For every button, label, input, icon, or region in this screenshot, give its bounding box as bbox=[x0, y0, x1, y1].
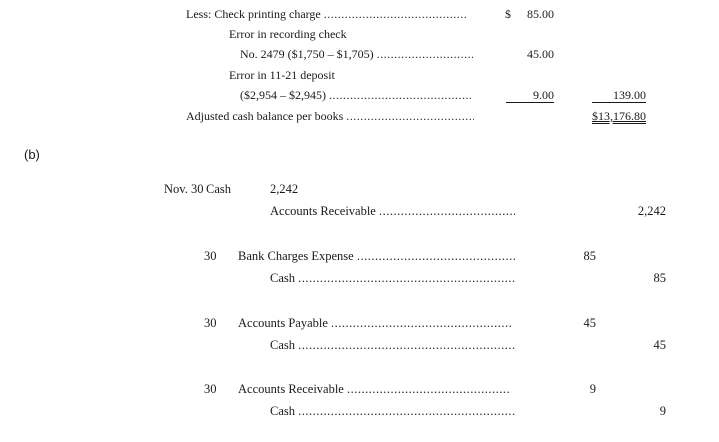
entry-1-credit-account: Accounts Receivable bbox=[270, 204, 376, 218]
entry-1-date: Nov. 30 bbox=[164, 182, 204, 196]
entry-1-debit-amount: 2,242 bbox=[270, 182, 299, 196]
leader-dots bbox=[329, 88, 471, 102]
entry-1-debit-account: Cash bbox=[206, 182, 231, 196]
entry-2-credit-line bbox=[270, 271, 516, 285]
leader-dots bbox=[298, 271, 516, 285]
check-printing-label: Check printing charge bbox=[214, 7, 321, 21]
entry-4-debit-amount: 9 bbox=[589, 382, 596, 396]
error-check-amount: 45.00 bbox=[527, 47, 554, 61]
entry-4-credit-amount: 9 bbox=[659, 404, 666, 418]
entry-2-debit-account: Bank Charges Expense bbox=[238, 249, 354, 263]
entry-3-credit-amount: 45 bbox=[653, 338, 666, 352]
deductions-total: 139.00 bbox=[592, 88, 646, 103]
error-check-label-2: No. 2479 ($1,750 – $1,705) bbox=[240, 47, 374, 61]
leader-dots bbox=[346, 109, 474, 123]
entry-3-debit-account: Accounts Payable bbox=[238, 316, 328, 330]
leader-dots bbox=[298, 404, 516, 418]
error-check-label-1: Error in recording check bbox=[229, 27, 347, 41]
entry-2-debit-line bbox=[238, 249, 515, 263]
error-deposit-line bbox=[240, 88, 471, 102]
error-check-line bbox=[240, 47, 473, 61]
entry-3-debit-line bbox=[238, 316, 513, 330]
leader-dots bbox=[379, 204, 515, 218]
entry-3-date: 30 bbox=[204, 316, 217, 330]
entry-4-debit-line bbox=[238, 382, 511, 396]
leader-dots bbox=[331, 316, 513, 330]
check-printing-line bbox=[186, 7, 468, 21]
entry-3-credit-line bbox=[270, 338, 516, 352]
dollar-sign: $ bbox=[505, 7, 511, 21]
leader-dots bbox=[347, 382, 511, 396]
entry-2-credit-amount: 85 bbox=[653, 271, 666, 285]
adjusted-balance-label: Adjusted cash balance per books bbox=[186, 109, 344, 123]
entry-4-credit-line bbox=[270, 404, 516, 418]
entry-4-credit-account: Cash bbox=[270, 404, 295, 418]
less-label: Less: bbox=[186, 7, 212, 21]
entry-4-debit-account: Accounts Receivable bbox=[238, 382, 344, 396]
entry-4-date: 30 bbox=[204, 382, 217, 396]
check-printing-amount: 85.00 bbox=[527, 7, 554, 21]
entry-2-date: 30 bbox=[204, 249, 217, 263]
error-deposit-label-1: Error in 11-21 deposit bbox=[229, 68, 335, 82]
entry-3-debit-amount: 45 bbox=[583, 316, 596, 330]
error-deposit-amount: 9.00 bbox=[506, 88, 554, 103]
leader-dots bbox=[357, 249, 515, 263]
adjusted-balance-line bbox=[186, 109, 474, 123]
error-deposit-label-2: ($2,954 – $2,945) bbox=[240, 88, 326, 102]
leader-dots bbox=[377, 47, 473, 61]
entry-1-credit-amount: 2,242 bbox=[637, 204, 666, 218]
entry-1-credit-line bbox=[270, 204, 515, 218]
entry-2-credit-account: Cash bbox=[270, 271, 295, 285]
adjusted-balance-amount: $13,176.80 bbox=[592, 109, 646, 123]
entry-2-debit-amount: 85 bbox=[583, 249, 596, 263]
entry-3-credit-account: Cash bbox=[270, 338, 295, 352]
leader-dots bbox=[298, 338, 516, 352]
leader-dots bbox=[324, 7, 468, 21]
part-b-label: (b) bbox=[24, 147, 40, 162]
